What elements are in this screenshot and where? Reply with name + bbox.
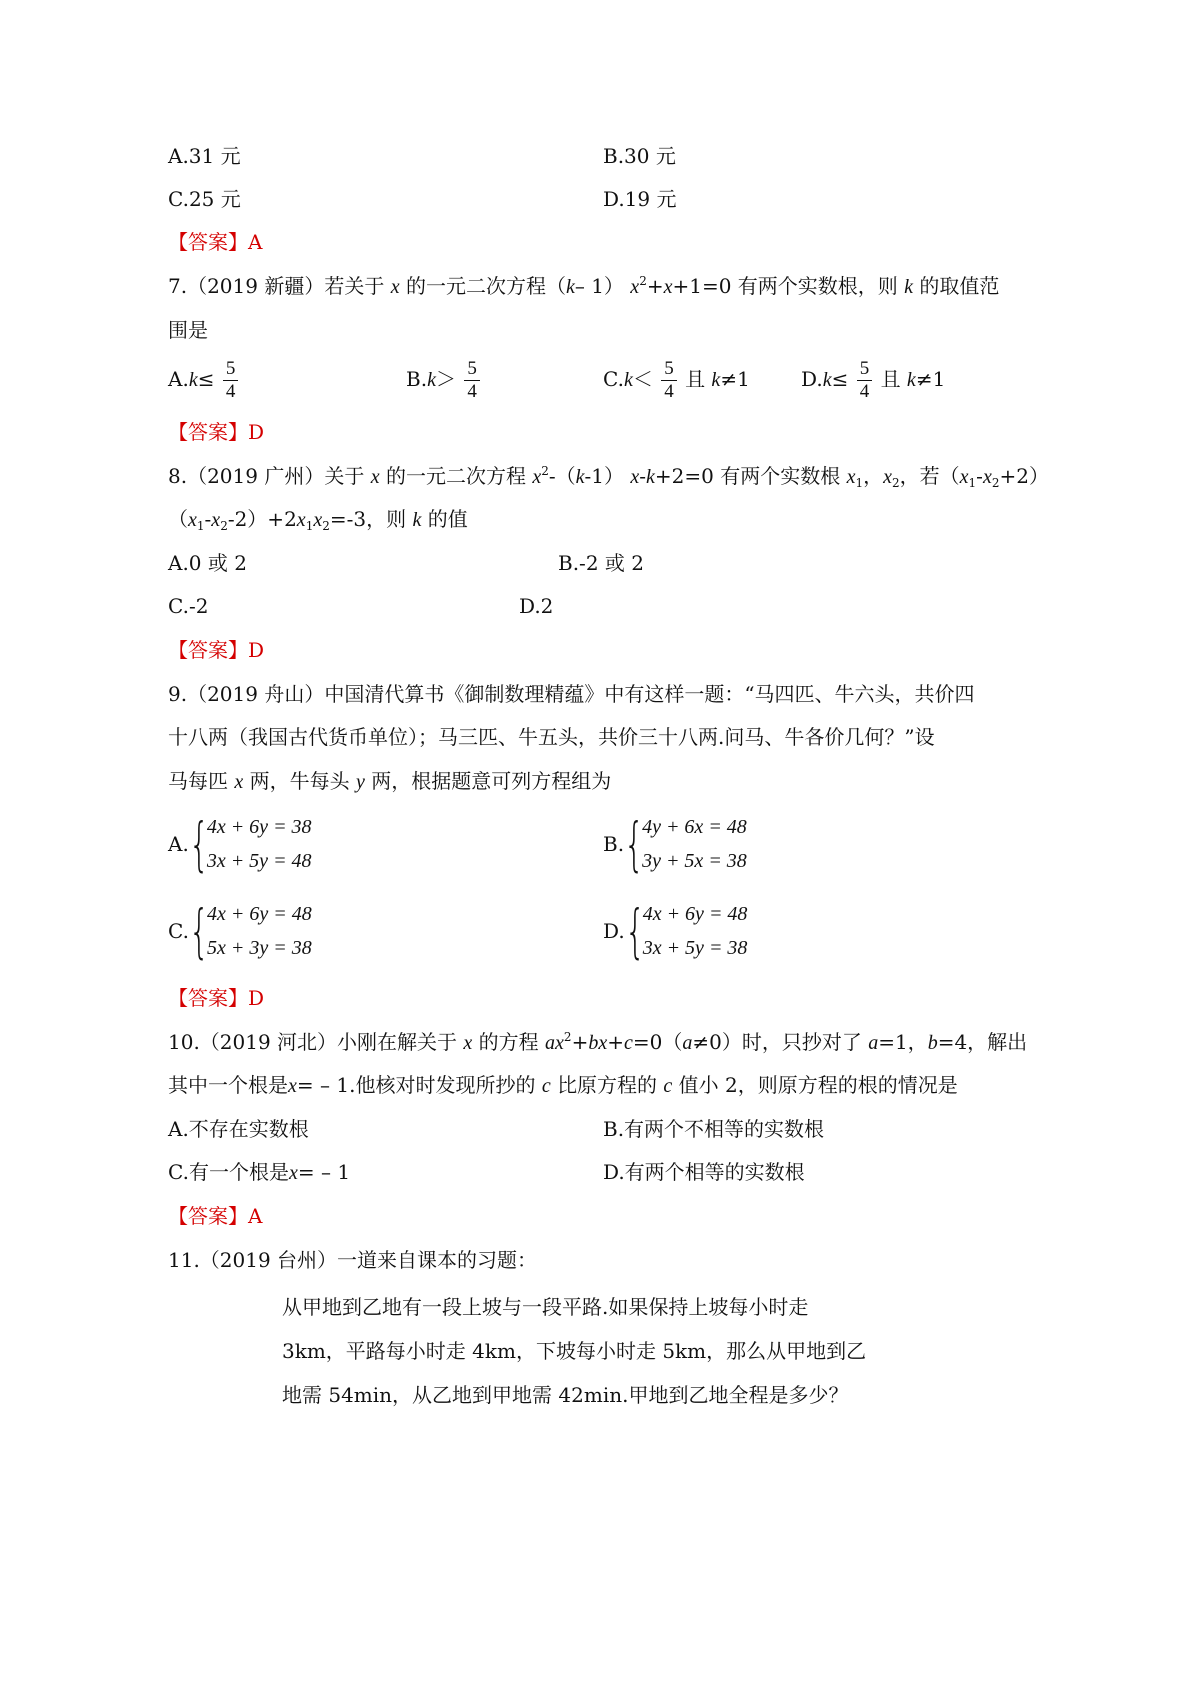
q8-option-a: A.0 或 2 xyxy=(168,551,247,575)
q9-answer: 【答案】D xyxy=(168,986,265,1010)
q6-answer: 【答案】A xyxy=(168,230,263,254)
fraction: $\frac{5}{4}$ xyxy=(857,358,873,403)
q10-option-c: C.有一个根是x= – 1 xyxy=(168,1160,351,1184)
q9-option-b: B. { 4y + 6x = 48 3y + 5x = 38 xyxy=(603,810,747,878)
q11-quote-line3: 地需 54min，从乙地到甲地需 42min.甲地到乙地全程是多少？ xyxy=(282,1383,849,1407)
q10-stem-line1: 10.（2019 河北）小刚在解关于 x 的方程 $ax^2+bx+c=0(a\ne 0)$时，只抄对了 a=1，b=4，解出 xyxy=(168,1030,1028,1054)
fraction: $\frac{5}{4}$ xyxy=(661,358,677,403)
q6-option-a: A.31 元 xyxy=(168,144,241,168)
q8-stem-line2: $(x_1-x_2-2)+2x_1x_2=-3$，则 k 的值 xyxy=(168,507,468,533)
q8-option-c: C.-2 xyxy=(168,594,209,618)
q8-option-d: D.2 xyxy=(519,594,554,618)
brace-symbol: { xyxy=(624,810,645,878)
q8-stem-line1: 8.（2019 广州）关于 x 的一元二次方程 $x^2-(k-1)$ x-k+2=0 有两个实数根 $x_1$，$x_2$，若$(x_1-x_2+2)$ xyxy=(168,464,1049,490)
q6-option-d: D.19 元 xyxy=(603,187,677,211)
q11-stem-line1: 11.（2019 台州）一道来自课本的习题： xyxy=(168,1248,538,1272)
q10-option-b: B.有两个不相等的实数根 xyxy=(603,1117,825,1141)
q9-option-d: D. { 4x + 6y = 48 3x + 5y = 38 xyxy=(603,897,748,965)
q10-option-a: A.不存在实数根 xyxy=(168,1117,309,1141)
q11-quote-line2: 3km，平路每小时走 4km，下坡每小时走 5km，那么从甲地到乙 xyxy=(282,1339,867,1363)
q10-stem-line2: 其中一个根是x= – 1.他核对时发现所抄的 c 比原方程的 c 值小 2，则原方程的根的情况是 xyxy=(168,1073,958,1097)
brace-symbol: { xyxy=(188,897,210,965)
q7-option-c: C.k＜ $\frac{5}{4}$ 且 k≠1 xyxy=(603,358,750,402)
q9-stem-line3: 马每匹 x 两，牛每头 y 两，根据题意可列方程组为 xyxy=(168,769,612,793)
q9-stem-line1: 9.（2019 舟山）中国清代算书《御制数理精蕴》中有这样一题：“马四匹、牛六头，共价四 xyxy=(168,682,975,706)
q11-quote-line1: 从甲地到乙地有一段上坡与一段平路.如果保持上坡每小时走 xyxy=(282,1295,809,1319)
q9-option-a: A. { 4x + 6y = 38 3x + 5y = 48 xyxy=(168,810,312,878)
brace-symbol: { xyxy=(188,810,210,878)
q10-option-d: D.有两个相等的实数根 xyxy=(603,1160,805,1184)
brace-symbol: { xyxy=(624,897,645,965)
q7-answer: 【答案】D xyxy=(168,420,265,444)
q7-stem-line1: 7.（2019 新疆）若关于 x 的一元二次方程（k– 1） $x^2+x+1=0$ 有两个实数根，则 k 的取值范 xyxy=(168,274,1000,298)
fraction: $\frac{5}{4}$ xyxy=(464,358,480,403)
q7-option-b: B.k＞ $\frac{5}{4}$ xyxy=(406,358,482,403)
q8-answer: 【答案】D xyxy=(168,638,265,662)
q7-option-a: A.k≤ $\frac{5}{4}$ xyxy=(168,358,240,403)
q6-option-c: C.25 元 xyxy=(168,187,241,211)
q9-stem-line2: 十八两（我国古代货币单位）；马三匹、牛五头，共价三十八两.问马、牛各价几何？”设 xyxy=(168,725,935,749)
q10-answer: 【答案】A xyxy=(168,1204,263,1228)
q7-stem-line2: 围是 xyxy=(168,318,208,342)
q7-option-d: D.k≤ $\frac{5}{4}$ 且 k≠1 xyxy=(801,358,946,402)
q6-option-b: B.30 元 xyxy=(603,144,676,168)
fraction: $\frac{5}{4}$ xyxy=(223,358,239,403)
q9-option-c: C. { 4x + 6y = 48 5x + 3y = 38 xyxy=(168,897,312,965)
q8-option-b: B.-2 或 2 xyxy=(558,551,644,575)
